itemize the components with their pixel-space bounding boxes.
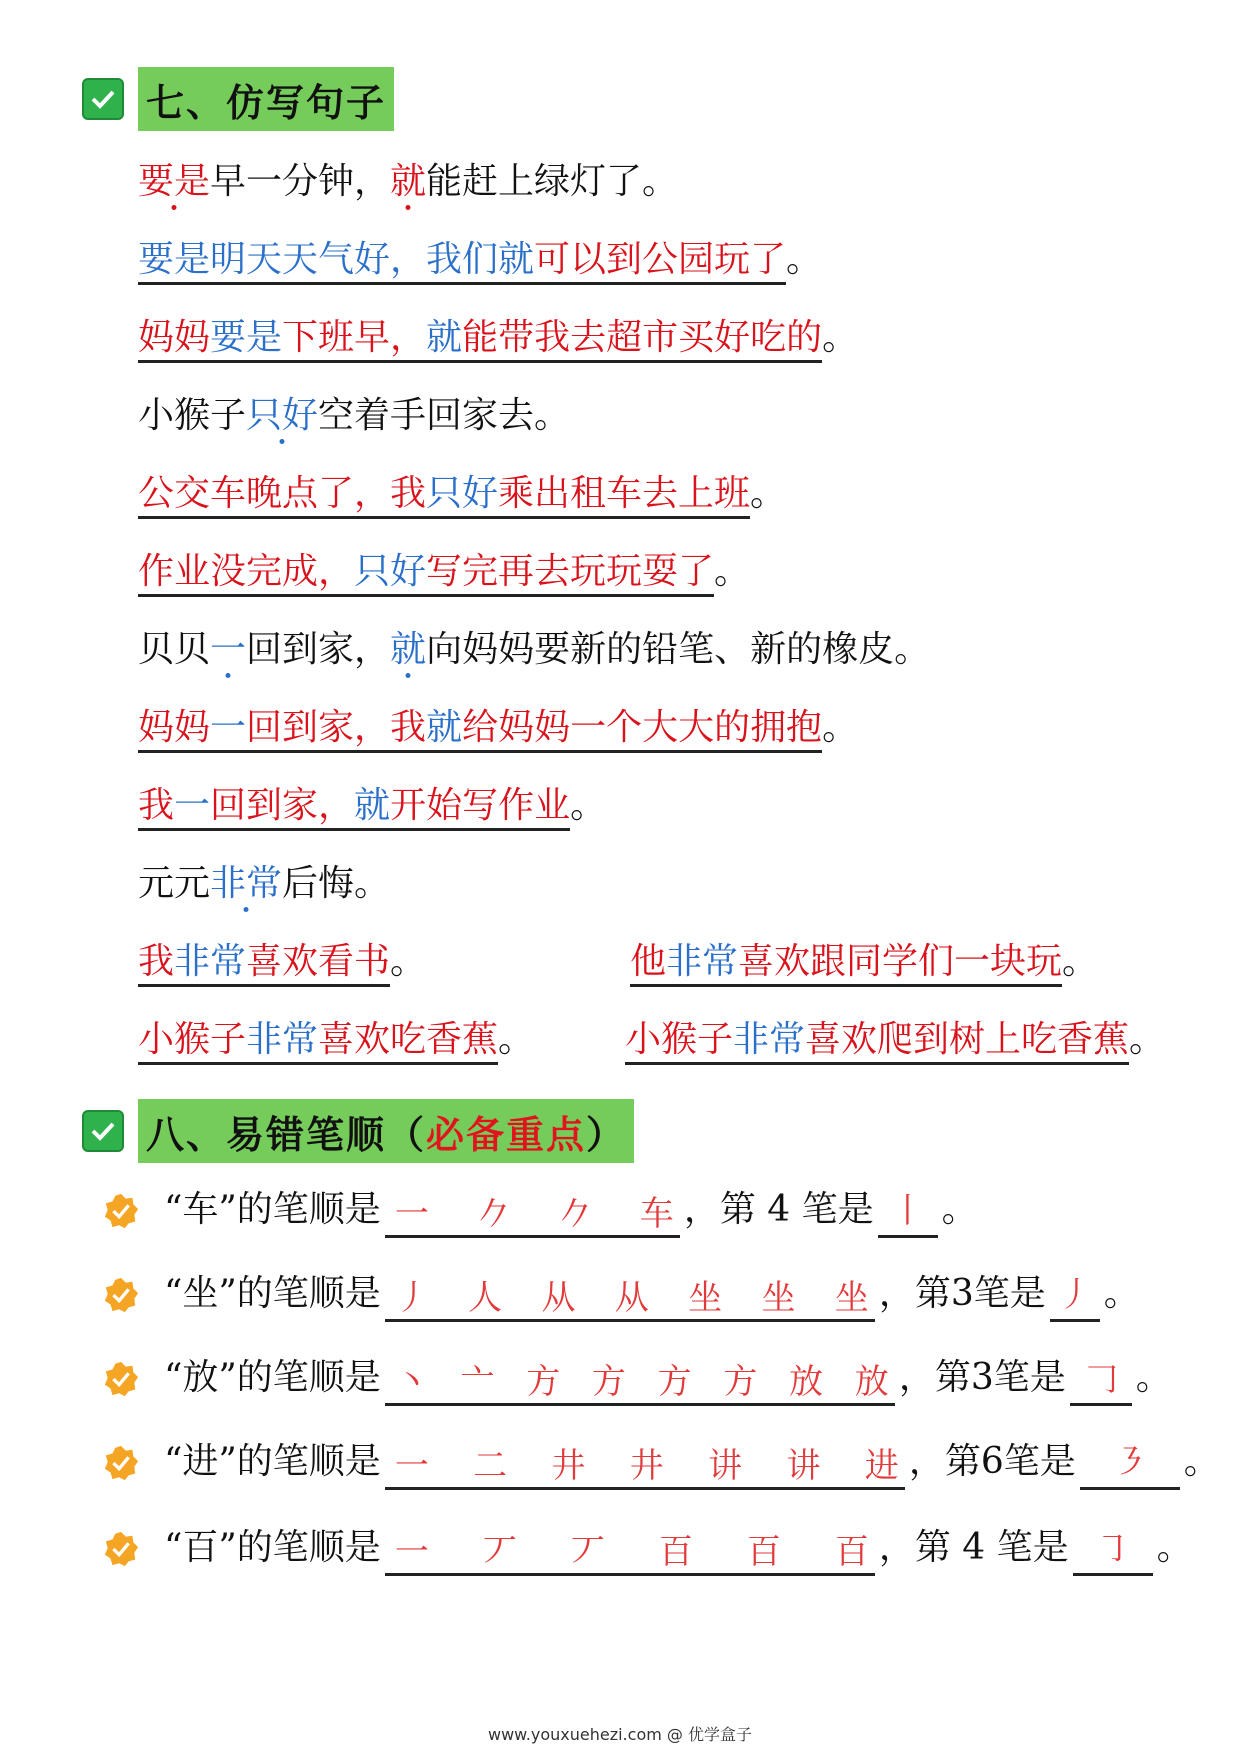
badge-check-icon	[102, 1530, 140, 1568]
sentence-segment: 小猴子	[625, 1019, 733, 1065]
sentence-line	[138, 784, 606, 834]
sentence-text	[138, 551, 750, 597]
sentence-segment: 向妈妈要新的铅笔、新的橡皮。	[426, 629, 931, 670]
sentence-segment: 给妈妈一个大大的拥抱	[462, 707, 822, 753]
sentence-segment: 。	[822, 317, 859, 358]
stroke-step: 放	[789, 1362, 824, 1402]
sentence-segment: 元元	[138, 863, 211, 904]
section8-heading	[82, 1102, 634, 1160]
stroke-sequence	[395, 1354, 889, 1403]
sentence-segment: 空着手回家去。	[318, 395, 571, 436]
stroke-order-item	[102, 1430, 1220, 1490]
stroke-step: 从	[541, 1278, 576, 1318]
sentence-segment: 。	[1062, 941, 1099, 982]
stroke-question: ，第6笔是	[908, 1441, 1076, 1482]
sentence-segment: 我	[138, 941, 174, 987]
stroke-step: 车	[639, 1194, 674, 1234]
sentence-segment: 喜欢看书	[246, 941, 390, 987]
stroke-step: 百	[834, 1532, 869, 1572]
sentence-segment: 下班早，	[282, 317, 426, 363]
sentence-pair-item	[625, 1018, 1165, 1068]
sentence-text	[138, 473, 786, 519]
sentence-segment: 。	[786, 239, 823, 280]
stroke-end: 。	[1156, 1527, 1193, 1568]
stroke-step: 一	[394, 1446, 429, 1486]
sentence-segment: 喜欢爬到树上吃香蕉	[805, 1019, 1129, 1065]
stroke-question: ，第 4 笔是	[683, 1189, 874, 1230]
badge-check-icon	[102, 1444, 140, 1482]
sentence-segment: 写完再去玩玩耍了	[426, 551, 714, 597]
sentence-segment: 要是	[210, 317, 282, 363]
sentence-line	[138, 394, 570, 444]
stroke-step: 𠂊	[476, 1194, 511, 1234]
stroke-sequence-blank[interactable]	[385, 1186, 680, 1238]
stroke-order-item	[102, 1262, 1140, 1322]
footer-watermark: www.youxuehezi.com @ 优学盒子	[488, 1725, 752, 1744]
sentence-segment: 乘出租车去上班	[498, 473, 750, 519]
badge-check-icon	[102, 1276, 140, 1314]
sentence-text	[138, 863, 390, 904]
sentence-segment: 能赶上绿灯了。	[426, 161, 679, 202]
sentence-segment: 我	[138, 785, 174, 831]
stroke-answer-blank[interactable]: 丨	[878, 1183, 938, 1238]
sentence-segment: 小猴子	[138, 1019, 246, 1065]
sentence-segment: 他	[630, 941, 666, 987]
sentence-segment: 一	[174, 785, 210, 831]
sentence-segment: 一	[210, 629, 247, 670]
stroke-step: 放	[854, 1362, 889, 1402]
stroke-step: 坐	[761, 1278, 796, 1318]
sentence-segment: 作业没完成，	[138, 551, 354, 597]
sentence-segment: 公交车晚点了，我	[138, 473, 426, 519]
sentence-segment: 非常	[666, 941, 738, 987]
section8-title-end: ）	[586, 1111, 627, 1157]
sentence-line	[138, 316, 858, 366]
sentence-text	[138, 629, 930, 670]
stroke-sequence-blank[interactable]	[385, 1270, 875, 1322]
stroke-step: 丶	[394, 1362, 429, 1402]
sentence-segment: 妈妈	[138, 707, 210, 753]
sentence-segment: 喜欢跟同学们一块玩	[738, 941, 1062, 987]
stroke-order-item	[102, 1346, 1172, 1406]
badge-check-icon	[102, 1360, 140, 1398]
sentence-segment: 只好	[246, 395, 319, 436]
stroke-step: 井	[551, 1446, 586, 1486]
stroke-answer-blank[interactable]: ㇆	[1073, 1521, 1153, 1576]
sentence-line	[138, 550, 750, 600]
sentence-segment: 。	[390, 941, 427, 982]
sentence-segment: 就	[390, 629, 427, 670]
stroke-step: 丆	[482, 1532, 517, 1572]
stroke-sequence	[395, 1524, 869, 1573]
stroke-order-item	[102, 1178, 978, 1238]
sentence-text	[138, 785, 606, 831]
stroke-step: 讲	[708, 1446, 743, 1486]
stroke-step: 丿	[394, 1278, 429, 1318]
section8-title-highlight: 必备重点	[426, 1111, 587, 1157]
sentence-segment: 就	[354, 785, 390, 831]
sentence-line	[138, 160, 678, 210]
stroke-step: 方	[526, 1362, 561, 1402]
sentence-line	[138, 472, 786, 522]
stroke-step: 二	[473, 1446, 508, 1486]
sentence-text	[138, 707, 858, 753]
stroke-sequence	[395, 1186, 674, 1235]
sentence-segment: 。	[822, 707, 859, 748]
badge-check-icon	[102, 1192, 140, 1230]
sentence-segment: 早一分钟，	[210, 161, 391, 202]
stroke-prefix: “进”的笔顺是	[164, 1441, 381, 1482]
stroke-step: 井	[629, 1446, 664, 1486]
sentence-segment: 开始写作业	[390, 785, 570, 831]
check-icon	[82, 1110, 124, 1152]
stroke-sequence-blank[interactable]	[385, 1354, 895, 1406]
stroke-prefix: “放”的笔顺是	[164, 1357, 381, 1398]
stroke-step: 方	[657, 1362, 692, 1402]
sentence-segment: 只好	[426, 473, 498, 519]
stroke-prefix: “百”的笔顺是	[164, 1527, 381, 1568]
sentence-line	[138, 862, 390, 912]
sentence-segment: 。	[1129, 1019, 1166, 1060]
stroke-step: 讲	[786, 1446, 821, 1486]
sentence-segment: 就	[426, 707, 462, 753]
sentence-segment: 。	[570, 785, 607, 826]
sentence-segment: 要是明天天气好，我们	[138, 239, 498, 285]
sentence-segment: 。	[750, 473, 787, 514]
stroke-answer-blank[interactable]: 丿	[1050, 1267, 1100, 1322]
stroke-step: 亠	[460, 1362, 495, 1402]
stroke-step: 坐	[688, 1278, 723, 1318]
sentence-segment: 回到家，	[210, 785, 354, 831]
stroke-end: 。	[941, 1189, 978, 1230]
stroke-step: 丆	[570, 1532, 605, 1572]
stroke-sequence-blank[interactable]	[385, 1524, 875, 1576]
sentence-text	[138, 239, 822, 285]
stroke-prefix: “坐”的笔顺是	[164, 1273, 381, 1314]
stroke-question: ，第3笔是	[898, 1357, 1066, 1398]
stroke-step: 百	[658, 1532, 693, 1572]
sentence-pair-item	[630, 940, 1098, 990]
sentence-pair-item	[138, 940, 426, 990]
sentence-segment: 喜欢吃香蕉	[318, 1019, 498, 1065]
sentence-pair-item	[138, 1018, 534, 1068]
sentence-segment: 回到家，我	[246, 707, 426, 753]
stroke-end: 。	[1135, 1357, 1172, 1398]
sentence-segment: 非常	[733, 1019, 805, 1065]
stroke-end: 。	[1103, 1273, 1140, 1314]
section8-title-main: 八、易错笔顺（	[146, 1111, 427, 1157]
sentence-text	[138, 161, 678, 202]
sentence-segment: 一	[210, 707, 246, 753]
stroke-prefix: “车”的笔顺是	[164, 1189, 381, 1230]
stroke-sequence-blank[interactable]	[385, 1438, 905, 1490]
stroke-step: 从	[614, 1278, 649, 1318]
sentence-segment: 非常	[246, 1019, 318, 1065]
sentence-segment: 。	[498, 1019, 535, 1060]
sentence-text	[138, 395, 570, 436]
stroke-step: 方	[723, 1362, 758, 1402]
stroke-question: ，第 4 笔是	[878, 1527, 1069, 1568]
stroke-step: 百	[746, 1532, 781, 1572]
sentence-segment: 非常	[174, 941, 246, 987]
section7-title: 七、仿写句子	[138, 67, 394, 131]
stroke-question: ，第3笔是	[878, 1273, 1046, 1314]
sentence-segment: 就	[426, 317, 462, 363]
stroke-step: 一	[394, 1194, 429, 1234]
stroke-order-item	[102, 1516, 1193, 1576]
sentence-segment: 贝贝	[138, 629, 211, 670]
sentence-text	[138, 317, 858, 363]
sentence-segment: 妈妈	[138, 317, 210, 363]
sentence-line	[138, 628, 930, 678]
sentence-line	[138, 238, 822, 288]
sentence-segment: 就	[390, 161, 427, 202]
sentence-segment: 非常	[210, 863, 283, 904]
stroke-step: 进	[864, 1446, 899, 1486]
stroke-sequence	[395, 1270, 869, 1319]
stroke-step: 𠂊	[558, 1194, 593, 1234]
sentence-segment: 能带我去超市买好吃的	[462, 317, 822, 363]
stroke-end: 。	[1183, 1441, 1220, 1482]
stroke-step: 人	[468, 1278, 503, 1318]
sentence-segment: 只好	[354, 551, 426, 597]
sentence-segment: 后悔。	[282, 863, 391, 904]
sentence-line	[138, 706, 858, 756]
sentence-segment: 。	[714, 551, 751, 592]
stroke-step: 坐	[834, 1278, 869, 1318]
stroke-step: 一	[394, 1532, 429, 1572]
sentence-segment: 可以到公园玩了	[534, 239, 786, 285]
stroke-step: 方	[591, 1362, 626, 1402]
sentence-segment: 要是	[138, 161, 211, 202]
sentence-segment: 回到家，	[246, 629, 391, 670]
section8-title	[138, 1099, 634, 1163]
section7-heading	[82, 70, 394, 128]
stroke-answer-blank[interactable]: ㇋	[1080, 1435, 1180, 1490]
sentence-segment: 就	[498, 239, 534, 285]
sentence-segment: 小猴子	[138, 395, 247, 436]
stroke-sequence	[395, 1438, 899, 1487]
check-icon	[82, 78, 124, 120]
stroke-answer-blank[interactable]: 𠃌	[1070, 1351, 1132, 1406]
